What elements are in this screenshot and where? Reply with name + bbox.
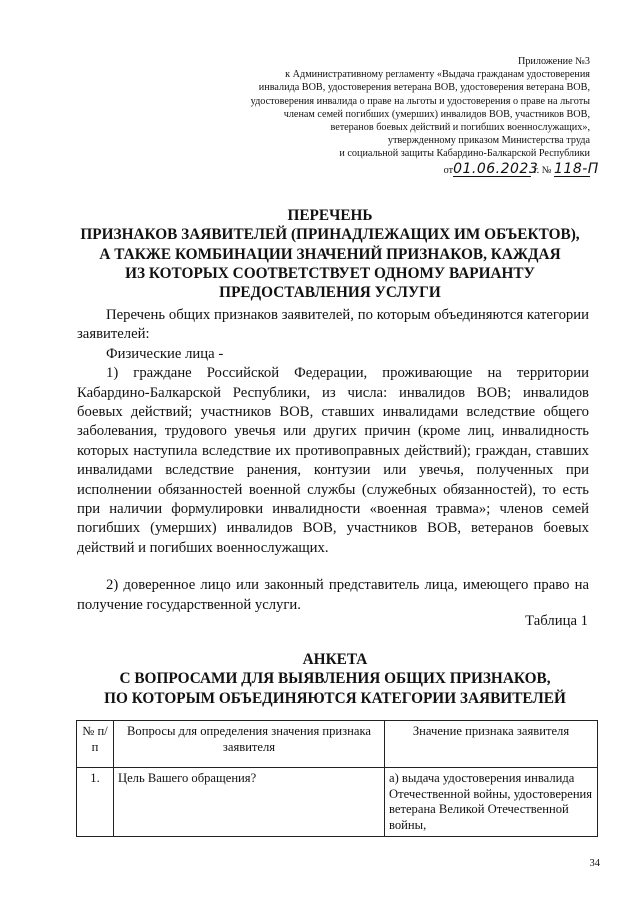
- appendix-line: инвалида ВОВ, удостоверения ветерана ВОВ, удостоверения ветерана ВОВ,: [258, 82, 590, 94]
- title-line: ПРЕДОСТАВЛЕНИЯ УСЛУГИ: [219, 284, 441, 302]
- appendix-line: ветеранов боевых действий и погибших военнослужащих»,: [330, 122, 590, 134]
- column-header-question: Вопросы для определения значения признака заявителя: [114, 721, 385, 768]
- title-line: С ВОПРОСАМИ ДЛЯ ВЫЯВЛЕНИЯ ОБЩИХ ПРИЗНАКОВ,: [119, 670, 551, 688]
- column-header-number: № п/п: [77, 721, 114, 768]
- document-title: [60, 206, 600, 302]
- appendix-line: и социальной защиты Кабардино-Балкарской Республики: [339, 148, 590, 160]
- title-line: А ТАКЖЕ КОМБИНАЦИИ ЗНАЧЕНИЙ ПРИЗНАКОВ, КАЖДАЯ: [99, 245, 561, 263]
- handwritten-order-number: 118-П: [554, 160, 599, 177]
- appendix-line: членам семей погибших (умерших) инвалидов ВОВ, участников ВОВ,: [283, 108, 590, 120]
- appendix-line: Приложение №3: [517, 56, 590, 67]
- handwritten-date: 01.06.2023: [453, 160, 539, 177]
- table-row: [77, 768, 598, 837]
- appendix-block: [170, 55, 599, 177]
- date-prefix: от: [443, 164, 454, 176]
- appendix-line: утвержденному приказом Министерства труда: [387, 135, 590, 147]
- table-label: Таблица 1: [525, 613, 588, 629]
- body-text: [77, 306, 589, 615]
- row-number: 1.: [77, 768, 114, 837]
- intro-paragraph: Перечень общих признаков заявителей, по которым объединяются категории заявителей:: [77, 307, 589, 343]
- page-number: 34: [589, 858, 600, 869]
- title-line: ПЕРЕЧЕНЬ: [287, 207, 373, 224]
- title-line: АНКЕТА: [302, 651, 368, 668]
- category-item-2: 2) доверенное лицо или законный представитель лица, имеющего право на получение государственной услуги.: [77, 577, 589, 613]
- questionnaire-table: [76, 720, 598, 837]
- physical-persons-heading: Физические лица -: [106, 345, 224, 362]
- appendix-line: удостоверения инвалида о праве на льготы и удостоверения о праве на льготы: [250, 95, 590, 107]
- row-value: а) выдача удостоверения инвалида Отечественной войны, удостоверения ветерана Великой Отечественной войны,: [385, 768, 598, 837]
- title-line: ПО КОТОРЫМ ОБЪЕДИНЯЮТСЯ КАТЕГОРИИ ЗАЯВИТЕЛЕЙ: [104, 689, 566, 707]
- appendix-line: к Административному регламенту «Выдача гражданам удостоверения: [285, 69, 590, 81]
- table-header-row: [77, 721, 598, 768]
- date-suffix: г. №: [533, 164, 552, 176]
- column-header-value: Значение признака заявителя: [385, 721, 598, 768]
- category-item-1: 1) граждане Российской Федерации, проживающие на территории Кабардино-Балкарской Республики, из числа: инвалидов ВОВ; инвалидов боевых действий; участников ВОВ, ставших инвалидами вследствие общего заболевания, трудового увечья или других причин (кроме лиц, инвалидность которых наступила вследствие их противоправных действий); граждан, ставших инвалидами вследствие ранения, контузии или увечья, полученных при исполнении обязанностей военной службы (служебных обязанностей), то есть при наличии формулировки инвалидности «военная травма»; членов семей погибших (умерших) инвалидов ВОВ, участников ВОВ, ветеранов боевых действий и погибших военнослужащих.: [77, 365, 589, 556]
- questionnaire-title: [60, 650, 610, 708]
- order-date-line: [170, 160, 599, 177]
- title-line: ИЗ КОТОРЫХ СООТВЕТСТВУЕТ ОДНОМУ ВАРИАНТУ: [125, 264, 535, 282]
- title-line: ПРИЗНАКОВ ЗАЯВИТЕЛЕЙ (ПРИНАДЛЕЖАЩИХ ИМ ОБЪЕКТОВ),: [80, 226, 580, 244]
- row-question: Цель Вашего обращения?: [114, 768, 385, 837]
